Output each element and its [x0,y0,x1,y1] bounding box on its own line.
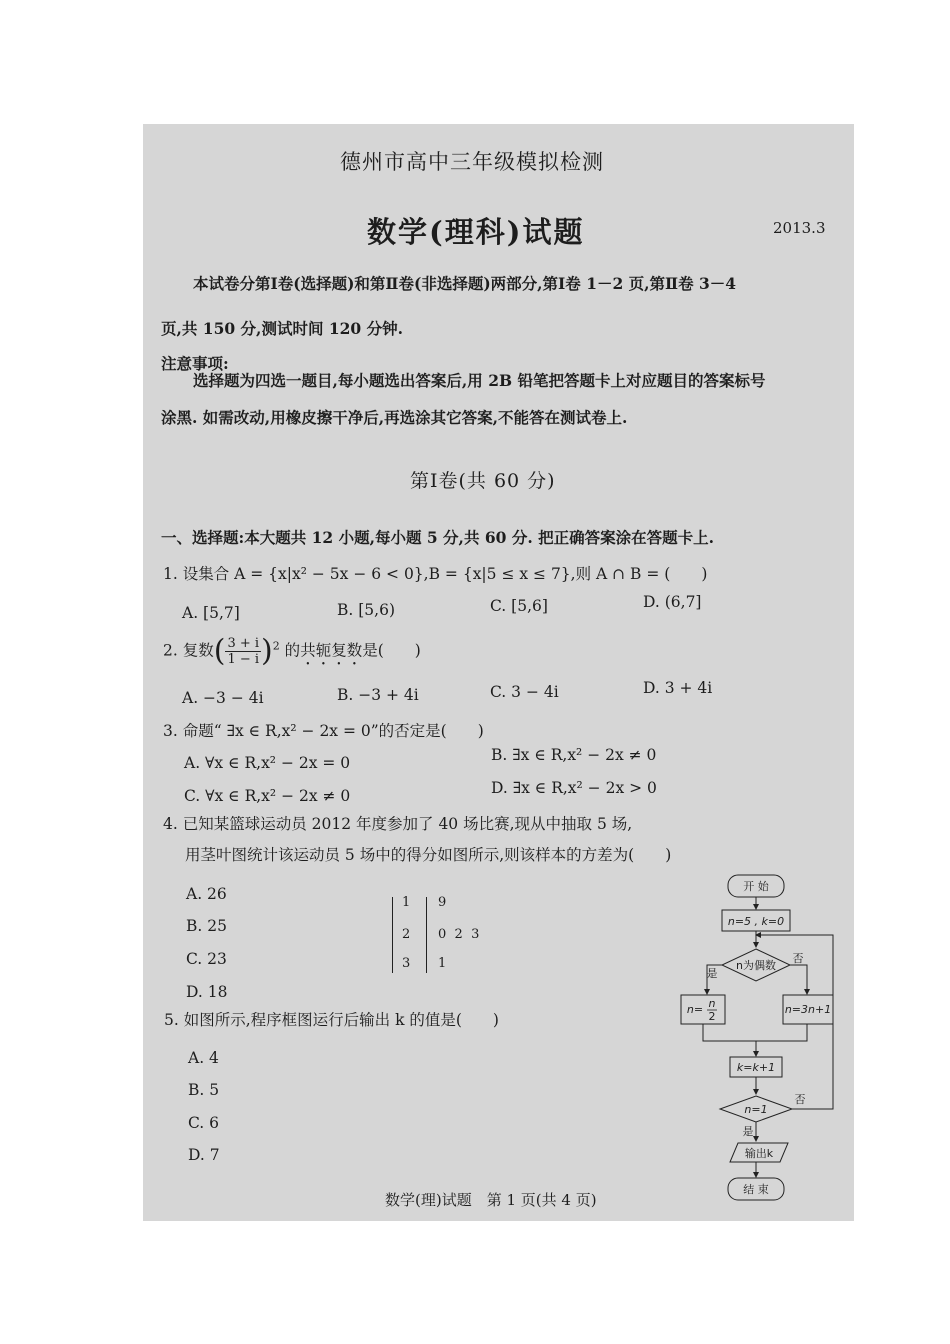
stem-2: 2 [402,927,411,942]
q4-option-c: C. 23 [186,950,227,968]
q4-stem-line-1: 4. 已知某篮球运动员 2012 年度参加了 40 场比赛,现从中抽取 5 场, [163,815,633,833]
q2-prefix: 2. 复数 [163,641,214,660]
q4-stem-line-2: 用茎叶图统计该运动员 5 场中的得分如图所示,则该样本的方差为( ) [185,846,672,864]
q4-option-a: A. 26 [186,885,227,903]
q2-option-d: D. 3 + 4i [643,679,713,697]
intro-line-1: 本试卷分第Ⅰ卷(选择题)和第Ⅱ卷(非选择题)两部分,第Ⅰ卷 1－2 页,第Ⅱ卷 3－4 [193,274,737,293]
flow-no2-label: 否 [794,1093,806,1106]
notice-title: 注意事项: [161,354,229,373]
stem-3: 3 [402,956,411,971]
flow-even-num: n [708,997,716,1010]
leaves-1: 9 [438,895,447,910]
q5-option-d: D. 7 [188,1146,220,1164]
q1-option-a: A. [5,7] [182,604,240,622]
flow-cond2-label: n=1 [744,1103,768,1116]
q2-right-paren: ) [261,633,273,669]
flow-start-label: 开 始 [743,880,769,893]
program-flowchart [670,865,840,1210]
page-footer: 数学(理)试题 第 1 页(共 4 页) [385,1191,597,1209]
q3-option-c: C. ∀x ∈ R,x² − 2x ≠ 0 [184,787,351,805]
stem-1: 1 [402,895,411,910]
exam-date: 2013.3 [773,219,826,237]
q2-suffix-end: 是( ) [362,641,421,660]
q2-option-c: C. 3 − 4i [490,683,559,701]
flow-even-label: n= [686,1003,704,1016]
q3-stem: 3. 命题“ ∃x ∈ R,x² − 2x = 0”的否定是( ) [163,722,484,740]
q1-option-d: D. (6,7] [643,593,702,611]
q2-exponent: 2 [272,639,280,653]
section-title: 第Ⅰ卷(共 60 分) [410,470,556,492]
leaves-3: 1 [438,956,447,971]
q1-option-b: B. [5,6) [337,601,395,619]
q4-option-b: B. 25 [186,917,227,935]
flow-yes2-label: 是 [742,1125,754,1138]
q5-option-b: B. 5 [188,1081,220,1099]
q1-option-c: C. [5,6] [490,597,548,615]
q3-option-d: D. ∃x ∈ R,x² − 2x > 0 [491,779,657,797]
q2-suffix: 的 [279,641,301,660]
exam-subtitle: 德州市高中三年级模拟检测 [340,150,604,174]
flow-odd-label: n=3n+1 [784,1003,832,1016]
flow-cond1-label: n为偶数 [736,959,776,972]
q1-stem: 1. 设集合 A = {x|x² − 5x − 6 < 0},B = {x|5 ≤ x ≤ 7},则 A ∩ B = ( ) [163,565,708,583]
leaves-2: 0 2 3 [438,927,480,942]
q2-emphasis: 共轭复数 [300,641,363,660]
notice-line-1: 选择题为四选一题目,每小题选出答案后,用 2B 铅笔把答题卡上对应题目的答案标号 [193,371,766,390]
q5-stem: 5. 如图所示,程序框图运行后输出 k 的值是( ) [164,1011,499,1029]
intro-line-2: 页,共 150 分,测试时间 120 分钟. [161,319,403,338]
q4-option-d: D. 18 [186,983,228,1001]
q3-option-b: B. ∃x ∈ R,x² − 2x ≠ 0 [491,746,657,764]
section-instruction: 一、选择题:本大题共 12 小题,每小题 5 分,共 60 分. 把正确答案涂在答题卡上. [161,528,715,547]
q2-option-a: A. −3 − 4i [182,689,264,707]
q2-numerator: 3 + i [227,636,260,651]
notice-line-2: 涂黑. 如需改动,用橡皮擦干净后,再选涂其它答案,不能答在测试卷上. [161,408,628,427]
flow-no-label: 否 [792,952,804,965]
q5-option-a: A. 4 [188,1049,219,1067]
q2-fraction [225,636,261,667]
flow-init-label: n=5 , k=0 [727,915,785,928]
q5-option-c: C. 6 [188,1114,220,1132]
exam-title: 数学(理科)试题 [367,215,585,249]
flow-even-den: 2 [708,1010,716,1023]
q2-stem [163,633,421,669]
flow-end-label: 结 束 [743,1183,769,1196]
q2-option-b: B. −3 + 4i [337,686,419,704]
q2-left-paren: ( [213,633,226,669]
flow-increment-label: k=k+1 [736,1061,776,1074]
q3-option-a: A. ∀x ∈ R,x² − 2x = 0 [184,754,351,772]
flow-output-label: 输出k [744,1147,774,1160]
q2-denominator: 1 − i [227,652,260,667]
flow-yes-label: 是 [706,967,718,980]
